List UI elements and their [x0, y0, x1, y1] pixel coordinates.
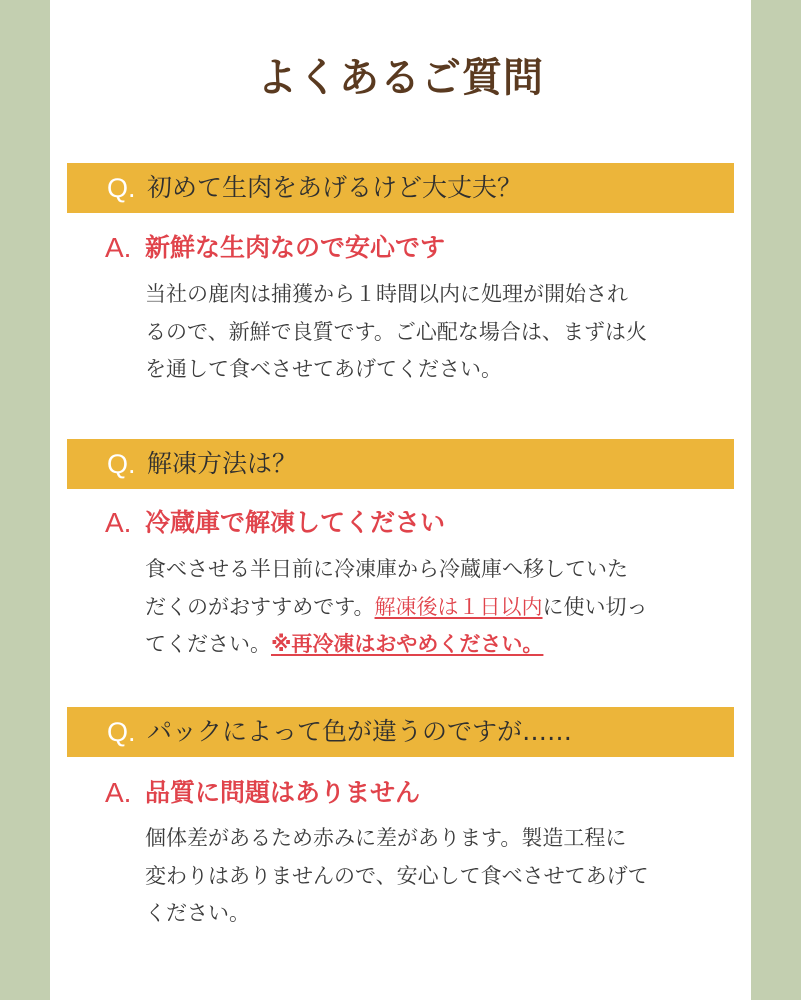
- question-mark: Q.: [107, 717, 136, 747]
- answer-line: を通して食べさせてあげてください。: [145, 357, 502, 381]
- answer-line: 変わりはありませんので、安心して食べさせてあげて: [145, 863, 649, 888]
- page-title: よくあるご質問: [257, 55, 544, 101]
- question-text: 解凍方法は？: [147, 449, 298, 478]
- answer-text: だくのがおすすめです。: [145, 594, 375, 619]
- question-text: 初めて生肉をあげるけど大丈夫？: [147, 173, 523, 202]
- question-mark: Q.: [107, 173, 136, 203]
- content-panel: [50, 0, 751, 1000]
- question-bar-3: [67, 707, 734, 757]
- answer-line: 食べさせる半日前に冷凍庫から冷蔵庫へ移していた: [145, 557, 628, 581]
- question-bar-1: [67, 163, 734, 213]
- answer-mark: A.: [105, 507, 132, 538]
- answer-title: 品質に問題はありません: [145, 778, 421, 807]
- answer-line: るので、新鮮で良質です。ご心配な場合は、まずは火: [145, 319, 647, 344]
- answer-line: [145, 626, 720, 664]
- answer-body-2: [145, 551, 720, 664]
- answer-line: ください。: [145, 901, 250, 925]
- answer-line: 当社の鹿肉は捕獲から１時間以内に処理が開始され: [145, 282, 628, 306]
- answer-text: てください。: [145, 632, 271, 656]
- highlight-thaw-limit: 解凍後は１日以内: [374, 594, 543, 619]
- answer-body-1: [145, 276, 720, 389]
- answer-mark: A.: [105, 232, 132, 263]
- answer-title: 冷蔵庫で解凍してください: [145, 508, 446, 537]
- answer-line: 個体差があるため赤みに差があります。製造工程に: [145, 826, 627, 850]
- warning-no-refreeze: ※再冷凍はおやめください。: [271, 632, 544, 656]
- question-text: パックによって色が違うのですが……: [147, 717, 573, 746]
- answer-mark: A.: [105, 777, 132, 808]
- answer-title: 新鮮な生肉なので安心です: [145, 233, 446, 262]
- question-mark: Q.: [107, 449, 136, 479]
- answer-text: に使い切っ: [542, 594, 648, 619]
- answer-line: [145, 589, 720, 627]
- question-bar-2: [67, 439, 734, 489]
- answer-body-3: [145, 820, 720, 933]
